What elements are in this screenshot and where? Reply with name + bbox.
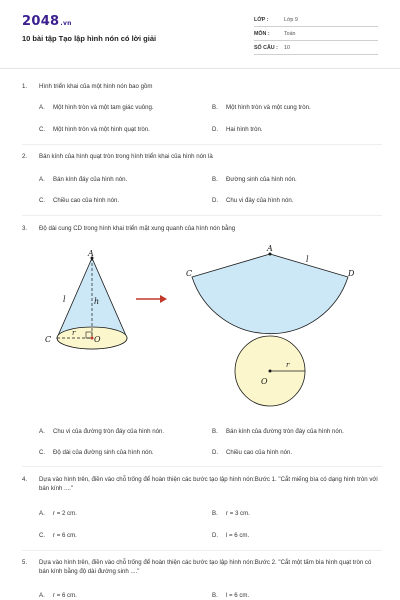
net-center-label: O (261, 377, 268, 386)
cone-drawing (45, 249, 127, 349)
question-number: 2. (22, 153, 28, 160)
meta-row-grade (254, 14, 378, 27)
question-number: 3. (22, 225, 28, 232)
question-number: 4. (22, 476, 28, 483)
question-text: Dựa vào hình trên, điền vào chỗ trống để hoàn thiện các bước tạo lập hình nón:Bước 1. "Cắt miếng bìa có dạng hình tròn với bán kính ...." (39, 476, 378, 492)
question-3-option-d[interactable]: D. Chiều cao của hình nón. (212, 449, 293, 456)
question-1-option-b[interactable]: B. Một hình tròn và một cung tròn. (212, 104, 311, 111)
question-2-option-a[interactable]: A. Bán kính đáy của hình nón. (39, 176, 128, 183)
question-3-option-b[interactable]: B. Bán kính của đường tròn đáy của hình nón. (212, 428, 344, 435)
center-label: O (94, 335, 101, 344)
meta-row-subject (254, 28, 378, 41)
meta-value: Toán (284, 31, 296, 37)
question-3-option-c[interactable]: C. Độ dài của đường sinh của hình nón. (39, 449, 154, 456)
net-sector (192, 254, 348, 334)
net-center-point (269, 370, 272, 373)
question-number: 1. (22, 83, 28, 90)
radius-label: r (72, 329, 76, 337)
question-1-option-c[interactable]: C. Một hình tròn và một hình quạt tròn. (39, 126, 150, 133)
question-4-option-d[interactable]: D. l = 6 cm. (212, 532, 250, 539)
document-title: 10 bài tập Tạo lập hình nón có lời giải (22, 34, 157, 43)
cone-net-figure (30, 240, 390, 420)
question-4-option-a[interactable]: A. r = 2 cm. (39, 510, 77, 517)
question-1-option-d[interactable]: D. Hai hình tròn. (212, 126, 263, 133)
question-text: Độ dài cung CD trong hình khai triển mặt xung quanh của hình nón bằng (39, 225, 236, 232)
meta-key: MÔN : (254, 31, 270, 37)
question-text: Dựa vào hình trên, điền vào chỗ trống để hoàn thiện các bước tạo lập hình nón:Bước 2. "Cắt một tấm bìa hình quạt tròn có bán kính bằng độ dài đường sinh ...." (39, 559, 372, 575)
meta-row-count (254, 42, 378, 55)
question-divider (22, 144, 382, 145)
apex-label: A (88, 249, 94, 258)
site-logo[interactable]: 2048.vn (22, 14, 72, 29)
question-2-option-d[interactable]: D. Chu vi đáy của hình nón. (212, 197, 294, 204)
question-number: 5. (22, 559, 28, 566)
question-1-option-a[interactable]: A. Một hình tròn và một tam giác vuông. (39, 104, 154, 111)
question-3-option-a[interactable]: A. Chu vi của đường tròn đáy của hình nón. (39, 428, 165, 435)
page-header (0, 0, 400, 68)
net-apex-label: A (267, 244, 273, 253)
height-label: h (94, 297, 100, 306)
question-divider (22, 550, 382, 551)
meta-value: 10 (284, 45, 290, 51)
net-radius-label: r (286, 361, 290, 369)
net-point-c-label: C (186, 269, 193, 278)
net-point-d-label: D (348, 269, 355, 278)
question-2-option-c[interactable]: C. Chiều cao của hình nón. (39, 197, 120, 204)
question-divider (22, 466, 382, 467)
meta-value: Lớp 9 (284, 17, 298, 23)
header-divider (0, 68, 400, 69)
question-4-option-c[interactable]: C. r = 6 cm. (39, 532, 77, 539)
question-5-option-b[interactable]: B. l = 6 cm. (212, 592, 250, 599)
arrow-icon (136, 295, 167, 303)
meta-key: LỚP : (254, 17, 269, 23)
question-text: Bán kính của hình quạt tròn trong hình triển khai của hình nón là (39, 153, 213, 160)
question-text: Hình triển khai của một hình nón bao gồm (39, 83, 153, 90)
net-slant-label: l (306, 255, 309, 264)
meta-key: SỐ CÂU : (254, 45, 278, 51)
net-drawing (186, 244, 355, 406)
question-4-option-b[interactable]: B. r = 3 cm. (212, 510, 250, 517)
slant-label: l (63, 295, 66, 304)
question-5-option-a[interactable]: A. r = 6 cm. (39, 592, 77, 599)
question-2-option-b[interactable]: B. Đường sinh của hình nón. (212, 176, 297, 183)
question-divider (22, 215, 382, 216)
point-c-label: C (45, 335, 52, 344)
